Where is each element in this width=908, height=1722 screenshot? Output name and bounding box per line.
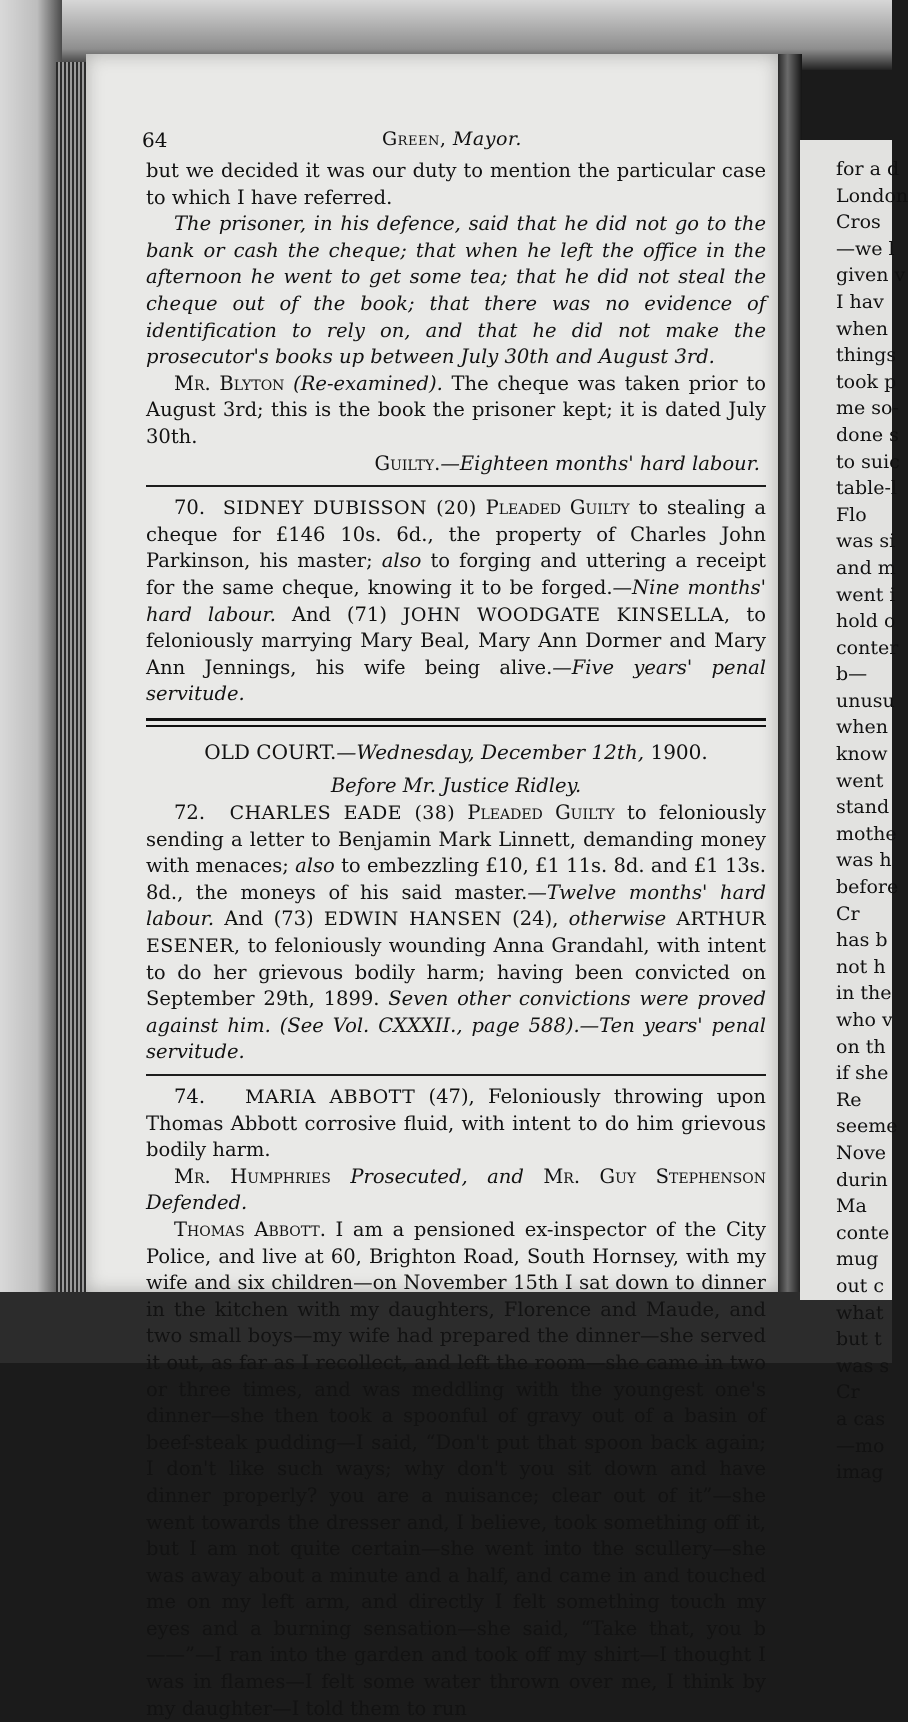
facing-page-line: Nove (836, 1141, 887, 1164)
facing-page-line: took p (836, 370, 897, 393)
facing-page-line: when (836, 716, 888, 739)
defending-counsel: Mr. Guy Stephenson (543, 1164, 766, 1188)
verdict-label: Guilty. (374, 451, 441, 475)
facing-page-line: was si (836, 530, 896, 553)
page-header (142, 124, 762, 156)
court-year: 1900. (644, 739, 708, 764)
case-number: 72. (174, 801, 206, 825)
re-examination-text: The cheque was taken prior to August 3rd; this is the book the prisoner kept; it is dated July 30th. (146, 371, 766, 448)
counsel-role: Defended. (146, 1191, 248, 1215)
facing-page-line: conte (836, 1221, 890, 1244)
facing-page-line: things (836, 344, 897, 367)
running-head-name: Green, (382, 128, 447, 150)
counsel-name: Mr. Blyton (174, 371, 285, 395)
case-72-73 (146, 800, 766, 1066)
running-head-title: Mayor. (452, 128, 522, 150)
facing-page-line: but t (836, 1328, 882, 1351)
facing-page-line: Flo (836, 503, 867, 526)
facing-page-line: when (836, 317, 888, 340)
facing-page-line: mothe (836, 822, 897, 845)
sentence: —Nine months' hard labour. (146, 575, 766, 626)
facing-page-line: for a d (836, 158, 900, 180)
defendant-alias: ARTHUR ESENER, (146, 908, 766, 958)
prosecuting-counsel: Mr. Humphries (174, 1164, 331, 1188)
judge-line: Before Mr. Justice Ridley. (330, 774, 582, 798)
charge-text: to feloniously marrying Mary Beal, Mary Ann Dormer and Mary Ann Jennings, his wife being alive. (146, 602, 766, 679)
defendant-name: EDWIN HANSEN (323, 908, 502, 931)
plea: Pleaded Guilty (467, 801, 615, 825)
facing-page-line: —mo (836, 1434, 885, 1457)
facing-page-line: conter (836, 636, 899, 659)
witness-name: Thomas Abbott. (174, 1217, 326, 1241)
case-number: 74. (174, 1085, 206, 1108)
paragraph: but we decided it was our duty to mention the particular case to which I have referred. (146, 159, 766, 209)
defence-paragraph: The prisoner, in his defence, said that he did not go to the bank or cash the cheque; that when he left the office in the afternoon he went to get some tea; that he did not steal the cheque out of the book; that there was no evidence of identification to rely on, and that he did not make the prosecutor's books up between July 30th and August 3rd. (146, 212, 766, 369)
page-body (146, 158, 766, 1722)
facing-page-line: to suic (836, 450, 900, 473)
facing-page-line: and m (836, 556, 896, 579)
running-head (382, 128, 522, 150)
court-heading (146, 739, 766, 766)
sentence: —Eighteen months' hard labour. (440, 451, 760, 475)
verdict-line (146, 451, 766, 478)
facing-page-line: London (836, 184, 908, 207)
prior-convictions: Seven other convictions were proved against him. (See Vol. CXXXII., page 588). (146, 987, 766, 1037)
book-gutter (778, 54, 802, 1304)
defendant-name: CHARLES EADE (38) (229, 802, 456, 825)
charge-text: to embezzling £10, £1 11s. 8d. and £1 13s. 8d., the moneys of his said master. (146, 854, 766, 904)
facing-page-line: Cr (836, 1381, 860, 1404)
re-examined-label: (Re-examined). (293, 371, 443, 395)
facing-page-line: Ma (836, 1195, 867, 1218)
facing-page-line: done s (836, 423, 899, 446)
facing-page-line: Cros (836, 211, 881, 234)
connector-text: And (73) (214, 907, 324, 931)
facing-page-line: has b (836, 929, 888, 952)
page-number: 64 (142, 128, 168, 152)
facing-page-line: on th (836, 1035, 886, 1058)
facing-page-line: I hav (836, 290, 884, 313)
facing-page-text (836, 156, 908, 1486)
facing-page-line: Cr (836, 902, 860, 925)
facing-page-line: durin (836, 1168, 888, 1191)
facing-page-line: table-l (836, 477, 897, 500)
facing-page-line: me so- (836, 397, 899, 420)
charge-text: to feloniously sending a letter to Benjamin Mark Linnett, demanding money with menaces; (146, 801, 767, 878)
charge-text: to forging and uttering a receipt for the same cheque, knowing it to be forged. (146, 549, 767, 599)
facing-page-line: given v (836, 264, 906, 287)
sentence: —Twelve months' hard labour. (146, 880, 766, 931)
facing-page-line: was h (836, 849, 892, 872)
desk-background-left (0, 0, 62, 1363)
facing-page-line: stand (836, 796, 890, 819)
defendant-name: MARIA ABBOTT (245, 1086, 416, 1108)
charge-text: (47), Feloniously throwing upon Thomas Abbott corrosive fluid, with intent to do him grievous bodily harm. (146, 1085, 766, 1162)
facing-page-line: in the (836, 982, 892, 1005)
witness-testimony (146, 1217, 766, 1722)
counsel-line (146, 1164, 766, 1217)
facing-page-line: know (836, 743, 888, 766)
facing-page-line: went i (836, 583, 896, 606)
facing-page-line: went (836, 769, 884, 792)
defendant-name: JOHN WOODGATE KINSELLA, (402, 603, 731, 626)
section-rule (146, 485, 766, 487)
case-number: 70. (174, 496, 206, 520)
re-examination-paragraph (146, 371, 766, 451)
facing-page-line: imag (836, 1461, 884, 1484)
facing-page-line: before (836, 876, 899, 899)
facing-page-line: Re (836, 1088, 862, 1111)
plea: Pleaded Guilty (485, 496, 630, 520)
facing-page-line: a cas (836, 1407, 886, 1430)
facing-page-line: unusu (836, 689, 895, 712)
facing-page (800, 140, 908, 1484)
facing-page-line: who v (836, 1009, 893, 1031)
facing-page-line: seeme (836, 1115, 898, 1138)
testimony-text: I am a pensioned ex-inspector of the City Police, and live at 60, Brighton Road, South Hornsey, with my wife and six children—on November 15th I sat down to dinner in the kitchen with my daughters, Florence and Maude, and two small boys—my wife had prepared the dinner—she served it out, as far as I recollect, and left the room—she came in two or three times, and was meddling with the youngest one's dinner—she then took a spoonful of gravy out of a basin of beef-steak pudding—I said, “Don't put that spoon back again; I don't like such ways; why don't you sit down and have dinner properly? you are a nuisance; clear out of it”—she went towards the dresser and, I believe, took something off it, but I am not quite certain—she went into the scullery—she was away about a minute and a half, and came in and touched me on my left arm, and directly I felt something touch my eyes and a burning sensation—she said, “Take that, you b——”—I ran into the garden and took off my shirt—I thought I was in flames—I felt some water thrown over me, I think by my daughter—I told them to run (146, 1217, 766, 1720)
counsel-role: Prosecuted, and (330, 1164, 544, 1188)
book-page (86, 54, 778, 1720)
case-74 (146, 1084, 766, 1164)
case-70-71 (146, 495, 766, 708)
section-rule (146, 1074, 766, 1076)
facing-page-line: what (836, 1301, 884, 1324)
charge-text: to feloniously wounding Anna Grandahl, with intent to do her grievous bodily harm; having been convicted on September 29th, 1899. (146, 934, 766, 1011)
connector-text: And (71) (275, 602, 403, 626)
facing-page-line: hold o (836, 610, 896, 633)
facing-page-line: if she (836, 1062, 889, 1085)
facing-page-line: out c (836, 1274, 884, 1297)
facing-page-line: mug (836, 1248, 879, 1271)
defendant-age: (24), (501, 907, 559, 931)
also-label: also (295, 854, 335, 878)
book-spine-edge (56, 62, 88, 1292)
also-label: also (381, 549, 422, 573)
otherwise-label: otherwise (558, 907, 677, 931)
court-divider (146, 718, 766, 727)
facing-page-line: was s (836, 1354, 890, 1377)
sentence: —Ten years' penal servitude. (146, 1013, 766, 1064)
sentence: —Five years' penal servitude. (146, 655, 766, 706)
facing-page-line: —we l (836, 237, 895, 260)
facing-page-line: b— (836, 663, 868, 686)
court-date: —Wednesday, December 12th, (336, 739, 645, 764)
charge-text: to stealing a cheque for £146 10s. 6d., the property of Charles John Parkinson, his master; (146, 496, 766, 573)
defendant-name: SIDNEY DUBISSON (20) (222, 497, 477, 520)
court-name: OLD COURT. (204, 739, 337, 764)
facing-page-line: not h (836, 955, 886, 978)
